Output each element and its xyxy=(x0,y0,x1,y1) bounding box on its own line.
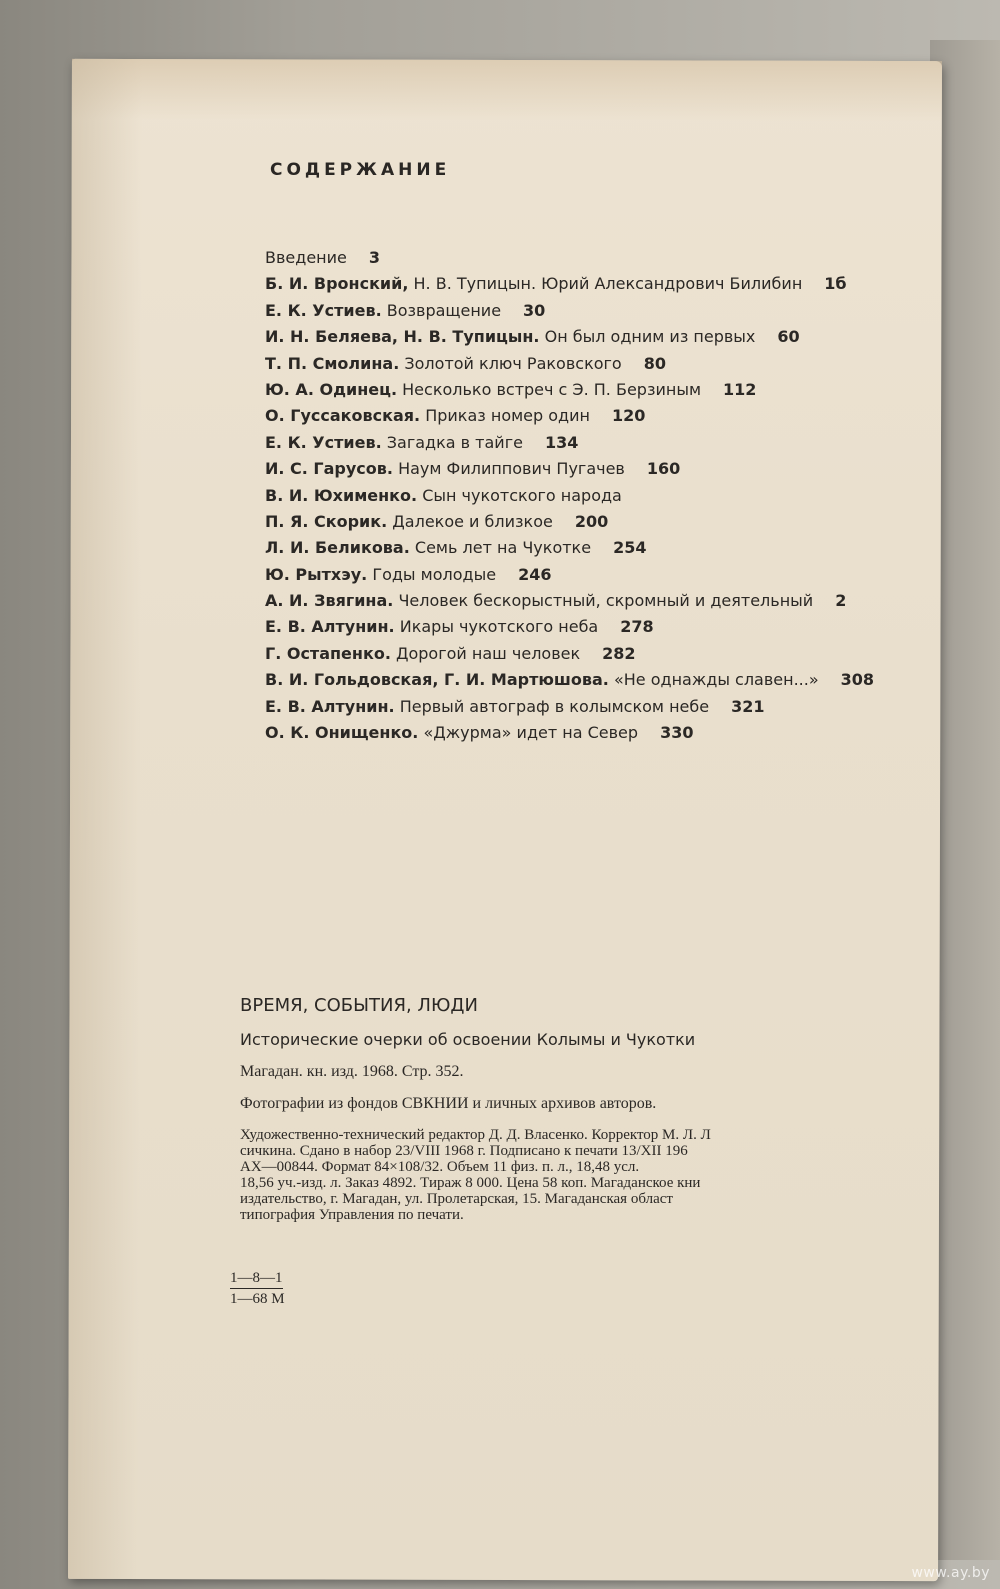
toc-entry-title: Золотой ключ Раковского xyxy=(404,353,622,373)
toc-entry-author: В. И. Юхименко. xyxy=(265,485,418,505)
imprint-line: издательство, г. Магадан, ул. Пролетарская, 15. Магаданская област xyxy=(240,1191,673,1207)
toc-entry-author: И. Н. Беляева, Н. В. Тупицын. xyxy=(265,327,540,347)
toc-entry-page: 3 xyxy=(368,248,380,267)
toc-entry-title: Годы молодые xyxy=(372,564,497,584)
toc-entry-author: Е. К. Устиев. xyxy=(265,300,382,320)
toc-entry-author: Б. И. Вронский, xyxy=(265,274,409,294)
toc-entry-title: «Джурма» идет на Север xyxy=(423,723,639,743)
toc-entry xyxy=(265,720,935,746)
code-numerator: 1—8—1 xyxy=(230,1270,283,1289)
toc-entry-page: 160 xyxy=(646,459,681,479)
toc-entry-page: 321 xyxy=(731,696,765,716)
toc-entry-title: Человек бескорыстный, скромный и деятельный xyxy=(398,591,814,611)
toc-entry-page: 282 xyxy=(602,643,636,663)
imprint-block xyxy=(240,1127,930,1223)
toc-entry xyxy=(265,535,935,561)
toc-entry-page: 30 xyxy=(523,300,546,320)
photos-credit: Фотографии из фондов СВКНИИ и личных архивов авторов. xyxy=(240,1095,657,1112)
toc-entry-page: 2 xyxy=(835,591,847,611)
book-title: ВРЕМЯ, СОБЫТИЯ, ЛЮДИ xyxy=(240,995,478,1016)
toc-entry-author: Е. К. Устиев. xyxy=(265,432,382,452)
toc-entry-title: Возвращение xyxy=(386,300,502,320)
colophon xyxy=(240,995,930,1223)
toc-entry xyxy=(265,483,935,509)
toc-entry-author: Г. Остапенко. xyxy=(265,643,391,663)
toc-entry xyxy=(265,509,935,535)
toc-entry-title: Введение xyxy=(265,248,347,267)
toc-entry-author: И. С. Гарусов. xyxy=(265,459,393,479)
toc-entry xyxy=(265,667,935,693)
toc-entry-page: 134 xyxy=(544,432,579,452)
toc-entry xyxy=(265,377,935,403)
toc-entry-title: Икары чукотского неба xyxy=(399,617,599,637)
toc-entry xyxy=(265,430,935,456)
toc-entry-author: В. И. Гольдовская, Г. И. Мартюшова. xyxy=(265,670,609,690)
toc-entry-title: Дорогой наш человек xyxy=(395,643,581,663)
toc-entry xyxy=(265,614,935,640)
toc-entry-title: Несколько встреч с Э. П. Берзиным xyxy=(402,379,702,399)
toc-entry-page: 120 xyxy=(611,406,646,426)
toc-entry xyxy=(265,298,935,324)
toc-entry-title: Первый автограф в колымском небе xyxy=(399,696,710,716)
toc-entry-author: Е. В. Алтунин. xyxy=(265,696,395,716)
toc-entry-title: Далекое и близкое xyxy=(392,511,553,531)
toc-entry-page: 254 xyxy=(613,538,647,558)
publisher-line: Магадан. кн. изд. 1968. Стр. 352. xyxy=(240,1063,464,1080)
toc-entry xyxy=(265,245,935,271)
imprint-line: типография Управления по печати. xyxy=(240,1207,464,1223)
toc-entry-title: «Не однажды славен...» xyxy=(613,670,819,690)
book-subtitle: Исторические очерки об освоении Колымы и Чукотки xyxy=(240,1030,696,1049)
toc-entry xyxy=(265,456,935,482)
toc-entry-page: 60 xyxy=(777,327,800,347)
toc-entry-author: О. К. Онищенко. xyxy=(265,723,419,743)
toc-entry xyxy=(265,403,935,429)
toc-entry xyxy=(265,271,935,297)
toc-entry-page: 246 xyxy=(518,564,552,584)
toc-entry-title: Сын чукотского народа xyxy=(422,485,622,505)
imprint-line: 18,56 уч.-изд. л. Заказ 4892. Тираж 8 000. Цена 58 коп. Магаданское кни xyxy=(240,1175,701,1191)
watermark: www.ay.by xyxy=(911,1565,990,1581)
catalog-code xyxy=(230,1270,285,1308)
toc-entry-title: Приказ номер один xyxy=(425,406,590,426)
toc-entry-title: Наум Филиппович Пугачев xyxy=(398,459,625,479)
toc-entry-page: 1б xyxy=(824,274,847,294)
toc-entry-author: Е. В. Алтунин. xyxy=(265,617,395,637)
toc-entry xyxy=(265,694,935,720)
toc-entry-page: 278 xyxy=(620,617,654,637)
toc-entry-author: А. И. Звягина. xyxy=(265,591,394,611)
toc-entry xyxy=(265,641,935,667)
toc-entry-title: Загадка в тайге xyxy=(386,432,523,452)
toc-entry xyxy=(265,324,935,350)
code-denominator: 1—68 М xyxy=(230,1291,285,1307)
toc-heading: СОДЕРЖАНИЕ xyxy=(270,160,451,180)
toc-entry xyxy=(265,351,935,377)
toc-entry-page: 80 xyxy=(643,353,666,373)
toc-entry-title: Он был одним из первых xyxy=(544,327,756,347)
toc-entry-author: Ю. Рытхэу. xyxy=(265,564,368,584)
toc-entry-page: 330 xyxy=(660,723,694,743)
toc-entry-title: Семь лет на Чукотке xyxy=(414,538,592,558)
toc-entry xyxy=(265,562,935,588)
toc-entry-page: 112 xyxy=(723,379,757,399)
imprint-line: АХ—00844. Формат 84×108/32. Объем 11 физ. п. л., 18,48 усл. xyxy=(240,1159,640,1175)
toc-entry-title: Н. В. Тупицын. Юрий Александрович Билибин xyxy=(413,274,803,294)
toc-list xyxy=(265,245,935,746)
toc-entry-author: Ю. А. Одинец. xyxy=(265,379,398,399)
imprint-line: сичкина. Сдано в набор 23/VIII 1968 г. Подписано к печати 13/XII 196 xyxy=(240,1143,688,1159)
imprint-line: Художественно-технический редактор Д. Д. Власенко. Корректор М. Л. Л xyxy=(240,1127,711,1143)
toc-entry-author: О. Гуссаковская. xyxy=(265,406,421,426)
toc-entry-author: Т. П. Смолина. xyxy=(265,353,400,373)
toc-entry-author: Л. И. Беликова. xyxy=(265,538,410,558)
toc-entry-author: П. Я. Скорик. xyxy=(265,511,388,531)
toc-entry xyxy=(265,588,935,614)
toc-entry-page: 200 xyxy=(574,511,609,531)
toc-entry-page: 308 xyxy=(840,670,875,690)
